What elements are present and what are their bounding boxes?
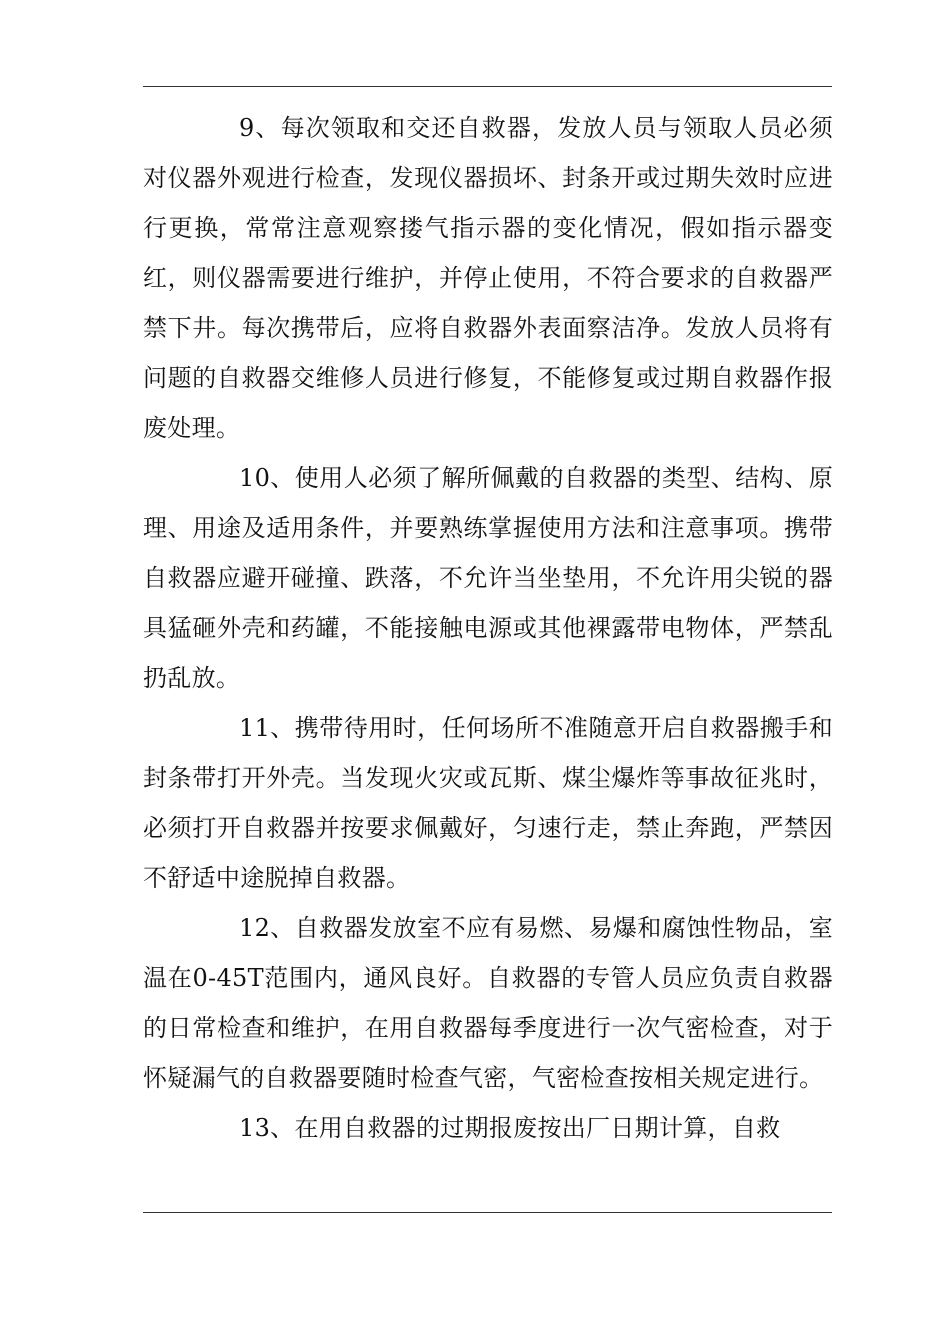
paragraph-11: 11、携带待用时，任何场所不准随意开启自救器搬手和封条带打开外壳。当发现火灾或瓦斯、煤尘爆炸等事故征兆时，必须打开自救器并按要求佩戴好，匀速行走，禁止奔跑，严禁因不舒适中途脱掉自救器。 — [143, 714, 833, 892]
paragraph-10: 10、使用人必须了解所佩戴的自救器的类型、结构、原理、用途及适用条件，并要熟练掌握使用方法和注意事项。携带自救器应避开碰撞、跌落，不允许当坐垫用，不允许用尖锐的器具猛砸外壳和药罐，不能接触电源或其他裸露带电物体，严禁乱扔乱放。 — [143, 464, 833, 692]
paragraph-9: 9、每次领取和交还自救器，发放人员与领取人员必须对仪器外观进行检查，发现仪器损坏、封条开或过期失效时应进行更换，常常注意观察搂气指示器的变化情况，假如指示器变红，则仪器需要进行维护，并停止使用，不符合要求的自救器严禁下井。每次携带后，应将自救器外表面察洁净。发放人员将有问题的自救器交维修人员进行修复，不能修复或过期自救器作报废处理。 — [143, 114, 833, 442]
footer-rule — [143, 1212, 832, 1213]
paragraph-13: 13、在用自救器的过期报废按出厂日期计算，自救 — [239, 1114, 781, 1142]
paragraph-12: 12、自救器发放室不应有易燃、易爆和腐蚀性物品，室温在0-45T范围内，通风良好。自救器的专管人员应负责自救器的日常检查和维护，在用自救器每季度进行一次气密检查，对于怀疑漏气的自救器要随时检查气密，气密检查按相关规定进行。 — [143, 914, 833, 1092]
header-rule — [143, 86, 832, 87]
document-body — [143, 103, 833, 1193]
